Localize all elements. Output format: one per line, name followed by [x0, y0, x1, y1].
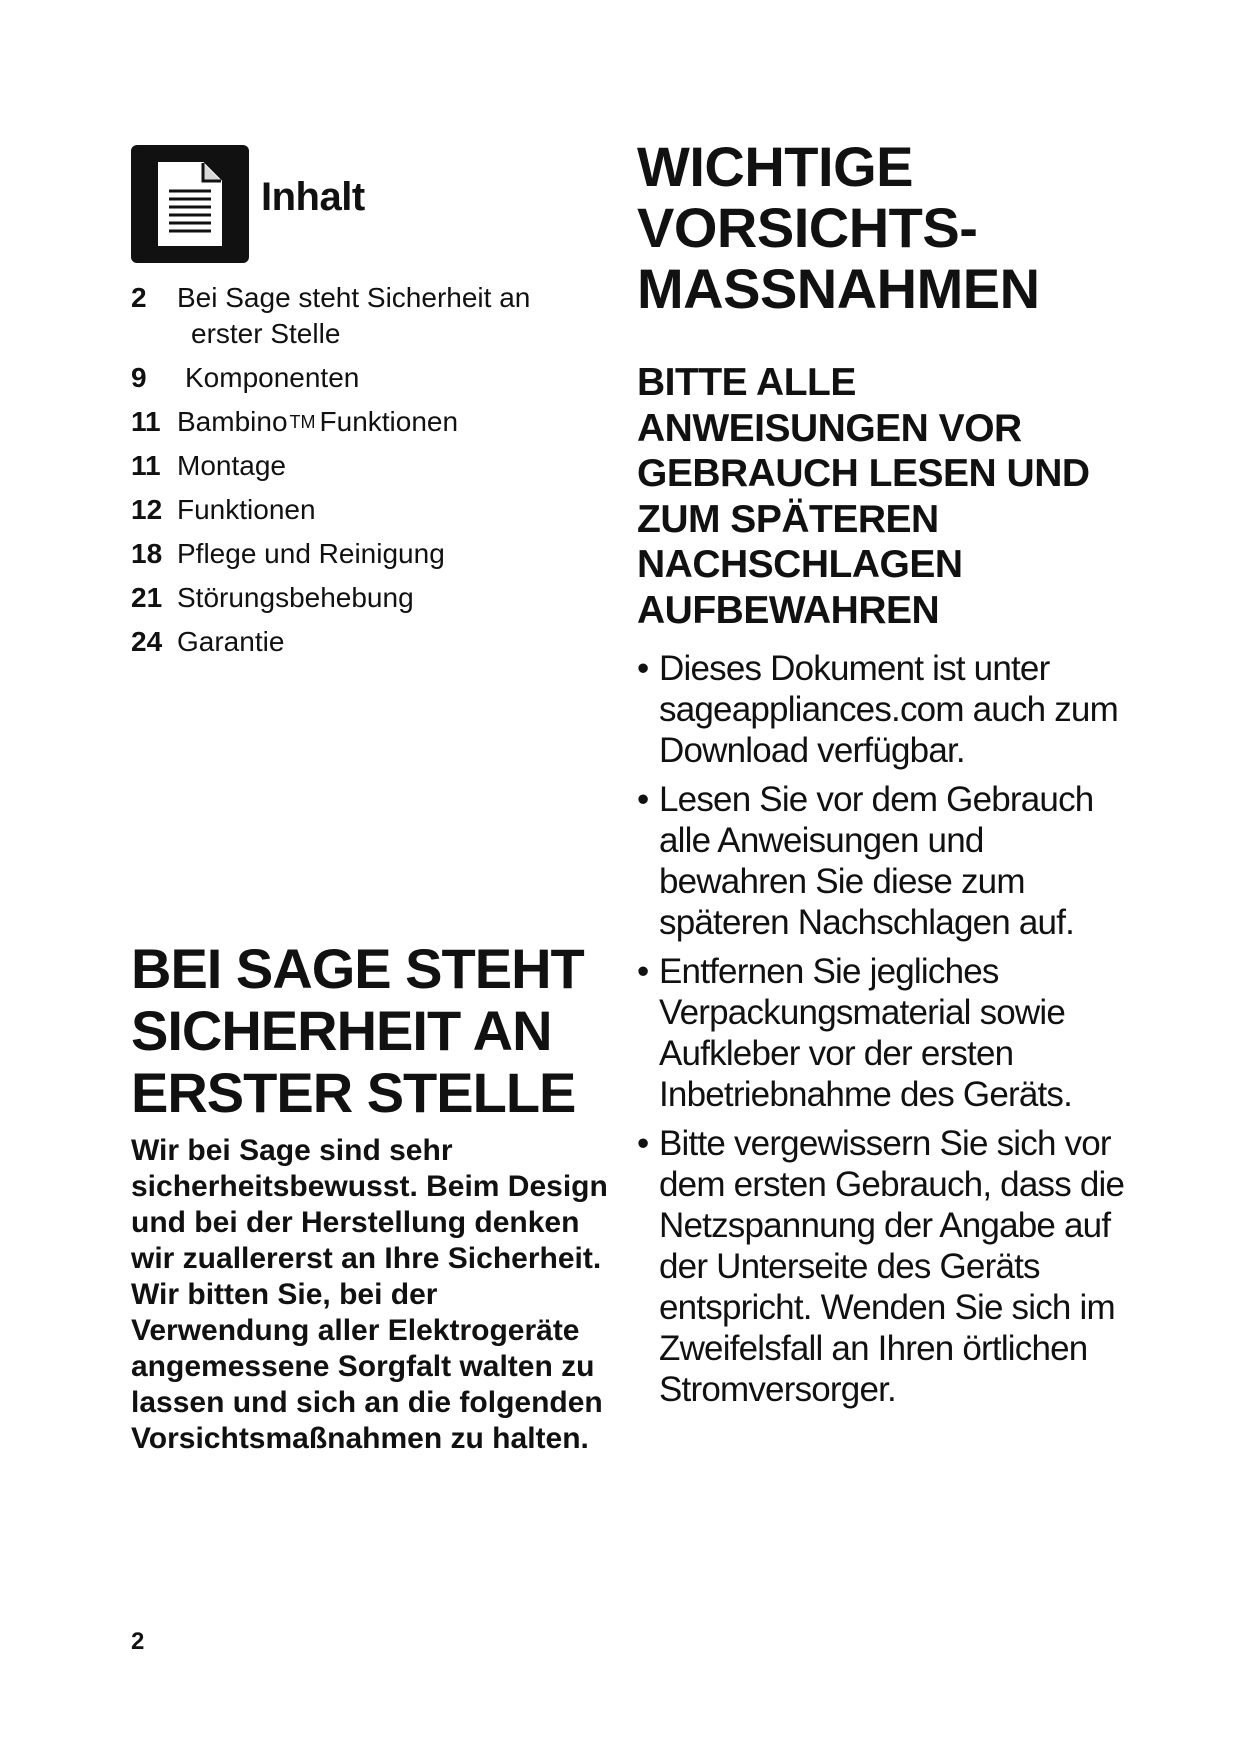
contents-header	[131, 145, 365, 263]
toc-page-number: 24	[131, 626, 163, 657]
bullet-text: Dieses Dokument ist unter sageappliances.com auch zum Download verfügbar.	[659, 649, 1118, 770]
document-icon	[131, 145, 249, 263]
precautions-list	[637, 648, 1127, 1418]
list-item	[637, 648, 1127, 771]
list-item	[637, 779, 1127, 943]
toc-entry-text	[177, 404, 601, 440]
toc-item[interactable]	[131, 492, 601, 528]
toc-entry-text: Bei Sage steht Sicherheit an erster Stelle	[177, 282, 531, 349]
toc-item[interactable]	[131, 624, 601, 660]
toc-item[interactable]	[131, 536, 601, 572]
toc-item[interactable]	[131, 404, 601, 440]
precautions-subheading: BITTE ALLE ANWEISUNGEN VOR GEBRAUCH LESEN UND ZUM SPÄTEREN NACHSCHLAGEN AUFBEWAHREN	[637, 361, 1090, 632]
toc-item[interactable]	[131, 360, 601, 396]
toc-page-number: 12	[131, 494, 163, 525]
bullet-icon: •	[637, 649, 649, 688]
toc-page-number: 2	[131, 282, 147, 313]
toc-entry-text: Pflege und Reinigung	[177, 538, 445, 569]
bullet-text: Entfernen Sie jegliches Verpackungsmaterial sowie Aufkleber vor der ersten Inbetriebnahme des Geräts.	[659, 952, 1073, 1114]
toc-item[interactable]	[131, 580, 601, 616]
toc-entry-text: Garantie	[177, 626, 285, 657]
toc-page-number: 9	[131, 362, 147, 393]
toc-item[interactable]	[131, 280, 601, 352]
trademark-symbol: TM	[289, 412, 316, 432]
document-icon-graphic	[155, 159, 225, 249]
toc-page-number: 21	[131, 582, 163, 613]
toc-page-number: 11	[131, 450, 161, 481]
toc-entry-text: Komponenten	[185, 362, 360, 393]
toc-page-number: 18	[131, 538, 163, 569]
toc-page-number: 11	[131, 406, 161, 437]
contents-title: Inhalt	[261, 174, 365, 219]
bullet-icon: •	[637, 780, 649, 819]
bullet-icon: •	[637, 952, 649, 991]
toc-entry-brand: Bambino	[177, 406, 288, 437]
safety-heading: BEI SAGE STEHT SICHERHEIT AN ERSTER STELLE	[131, 937, 584, 1124]
bullet-text: Bitte vergewissern Sie sich vor dem ersten Gebrauch, dass die Netzspannung der Angabe auf der Unterseite des Geräts entspricht. Wenden Sie sich im Zweifelsfall an Ihren örtlichen Stromversorger.	[659, 1124, 1125, 1409]
toc-entry-text: Montage	[177, 450, 286, 481]
list-item	[637, 951, 1127, 1115]
table-of-contents	[131, 280, 601, 668]
bullet-icon: •	[637, 1124, 649, 1163]
precautions-heading: WICHTIGE VORSICHTSMASSNAHMEN	[637, 135, 1040, 320]
bullet-text: Lesen Sie vor dem Gebrauch alle Anweisungen und bewahren Sie diese zum späteren Nachschlagen auf.	[659, 780, 1094, 942]
toc-entry-text: Funktionen	[177, 494, 316, 525]
list-item	[637, 1123, 1127, 1410]
safety-intro-text: Wir bei Sage sind sehr sicherheitsbewusst. Beim Design und bei der Herstellung denken wir zuallererst an Ihre Sicherheit. Wir bitten Sie, bei der Verwendung aller Elektrogeräte angemessene Sorgfalt walten zu lassen und sich an die folgenden Vorsichtsmaßnahmen zu halten.	[131, 1134, 608, 1455]
toc-entry-text: Störungsbehebung	[177, 582, 414, 613]
toc-item[interactable]	[131, 448, 601, 484]
toc-entry-suffix: Funktionen	[319, 406, 459, 437]
page-number: 2	[131, 1628, 145, 1655]
